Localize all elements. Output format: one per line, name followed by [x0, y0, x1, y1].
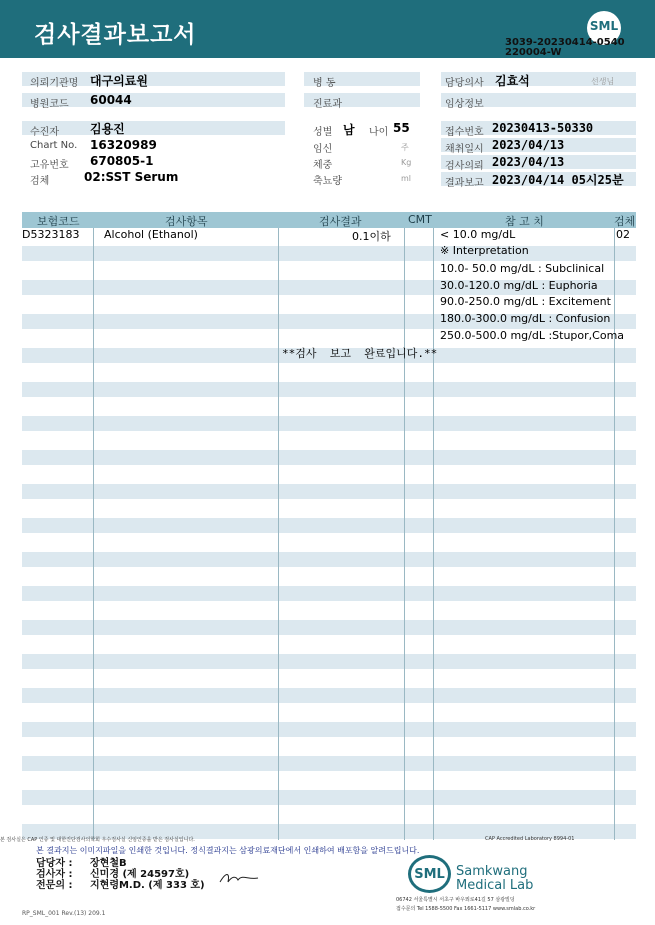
lab-address: 06742 서울특별시 서초구 바우뫼로41길 57 삼광빌딩 — [396, 897, 515, 903]
receipt-code-line1: 3039-20230414-0540 — [505, 37, 625, 48]
urine-unit: ml — [401, 174, 412, 183]
table-stripe — [22, 654, 636, 669]
reference-line: 30.0-120.0 mg/dL : Euphoria — [440, 279, 598, 292]
patient-value: 김용진 — [90, 122, 125, 136]
header-reference: 참 고 치 — [505, 215, 544, 228]
weight-unit: Kg — [401, 158, 412, 167]
specialist-label: 전문의 : — [36, 880, 73, 891]
table-stripe — [22, 790, 636, 805]
column-divider — [614, 228, 615, 840]
collected-value: 2023/04/13 — [492, 138, 565, 152]
header-code: 보험코드 — [37, 215, 80, 228]
table-stripe — [22, 382, 636, 397]
receipt-code-line2: 220004-W — [505, 47, 562, 58]
examiner-label: 검사자 : — [36, 869, 73, 880]
hospital-code-label: 병원코드 — [30, 99, 69, 110]
column-divider — [404, 228, 405, 840]
cap-number: CAP Accredited Laboratory 8994-01 — [485, 836, 575, 842]
header-item: 검사항목 — [165, 215, 208, 228]
examiner-value: 신미경 (제 24597호) — [90, 869, 190, 880]
row-result: 0.1이하 — [352, 230, 391, 243]
report-complete-text: **검사 보고 완료입니다.** — [282, 347, 438, 360]
column-divider — [278, 228, 279, 840]
sex-value: 남 — [343, 123, 355, 137]
department-label: 진료과 — [313, 99, 342, 110]
header-result: 검사결과 — [319, 215, 362, 228]
header-cmt: CMT — [408, 213, 432, 226]
table-stripe — [22, 416, 636, 431]
reference-line: ※ Interpretation — [440, 244, 529, 257]
table-stripe — [22, 484, 636, 499]
column-divider — [93, 228, 94, 840]
urine-label: 축뇨량 — [313, 176, 342, 187]
specimen-value: 02:SST Serum — [84, 170, 179, 184]
accreditation-note: 본 검사실은 CAP 인증 및 대한진단검사의학회 우수검사실 신임인증을 받은 검사실입니다. — [0, 837, 195, 843]
reference-line: 90.0-250.0 mg/dL : Excitement — [440, 295, 611, 308]
weight-label: 체중 — [313, 160, 333, 171]
table-stripe — [22, 246, 636, 261]
print-notice: 본 결과지는 이미지파일을 인쇄한 것입니다. 정식결과지는 삼광의료재단에서 인쇄하여 배포함을 알려드립니다. — [36, 846, 420, 855]
reporter-label: 담당자 : — [36, 858, 73, 869]
chart-no-value: 16320989 — [90, 138, 157, 152]
doctor-label: 담당의사 — [445, 78, 484, 89]
pregnancy-label: 임신 — [313, 144, 333, 155]
reference-line: 250.0-500.0 mg/dL :Stupor,Coma — [440, 329, 625, 342]
signature-icon — [218, 870, 260, 886]
reported-value: 2023/04/14 05시25분 — [492, 173, 624, 187]
id-value: 670805-1 — [90, 154, 154, 168]
specimen-label: 검체 — [30, 176, 50, 187]
reporter-value: 장현철B — [90, 858, 127, 869]
hospital-code-value: 60044 — [90, 93, 132, 107]
receipt-no-value: 20230413-50330 — [492, 121, 594, 135]
report-title: 검사결과보고서 — [34, 22, 197, 48]
table-stripe — [22, 620, 636, 635]
sml-lab-logo-icon: SML — [408, 855, 451, 893]
info-bar — [22, 121, 285, 135]
specialist-value: 지현령M.D. (제 333 호) — [90, 880, 205, 891]
row-code: D5323183 — [22, 228, 80, 241]
sex-label: 성별 — [313, 127, 333, 138]
table-stripe — [22, 722, 636, 737]
collected-label: 채취일시 — [445, 144, 484, 155]
pregnancy-unit: 주 — [401, 143, 409, 152]
clinical-info-label: 임상정보 — [445, 99, 484, 110]
table-stripe — [22, 688, 636, 703]
ward-label: 병 동 — [313, 78, 336, 89]
row-specimen: 02 — [616, 228, 630, 241]
requested-value: 2023/04/13 — [492, 155, 565, 169]
table-stripe — [22, 756, 636, 771]
patient-label: 수진자 — [30, 127, 59, 138]
lab-phone: 접수문의 Tel 1588-5500 Fax 1661-5117 www.smlab.co.kr — [396, 906, 536, 912]
age-label: 나이 — [369, 127, 389, 138]
requested-label: 검사의뢰 — [445, 161, 484, 172]
table-stripe — [22, 552, 636, 567]
institution-label: 의뢰기관명 — [30, 78, 79, 89]
age-value: 55 — [393, 121, 410, 135]
institution-value: 대구의료원 — [90, 74, 148, 88]
reported-label: 결과보고 — [445, 178, 484, 189]
reference-line: < 10.0 mg/dL — [440, 228, 516, 241]
row-item: Alcohol (Ethanol) — [104, 228, 198, 241]
sml-logo-icon: SML — [587, 11, 621, 45]
reference-line: 10.0- 50.0 mg/dL : Subclinical — [440, 262, 605, 275]
doctor-value: 김효석 — [495, 74, 530, 88]
lab-name-line1: Samkwang — [456, 864, 528, 879]
id-label: 고유번호 — [30, 160, 69, 171]
table-stripe — [22, 450, 636, 465]
receipt-no-label: 접수번호 — [445, 127, 484, 138]
reference-line: 180.0-300.0 mg/dL : Confusion — [440, 312, 611, 325]
column-divider — [433, 228, 434, 840]
lab-name-line2: Medical Lab — [456, 878, 534, 893]
header-specimen: 검체 — [614, 215, 636, 228]
table-stripe — [22, 586, 636, 601]
form-id: RP_SML_001 Rev.(13) 209.1 — [22, 910, 106, 917]
chart-no-label: Chart No. — [30, 140, 78, 151]
table-stripe — [22, 518, 636, 533]
doctor-suffix: 선생님 — [591, 77, 615, 86]
